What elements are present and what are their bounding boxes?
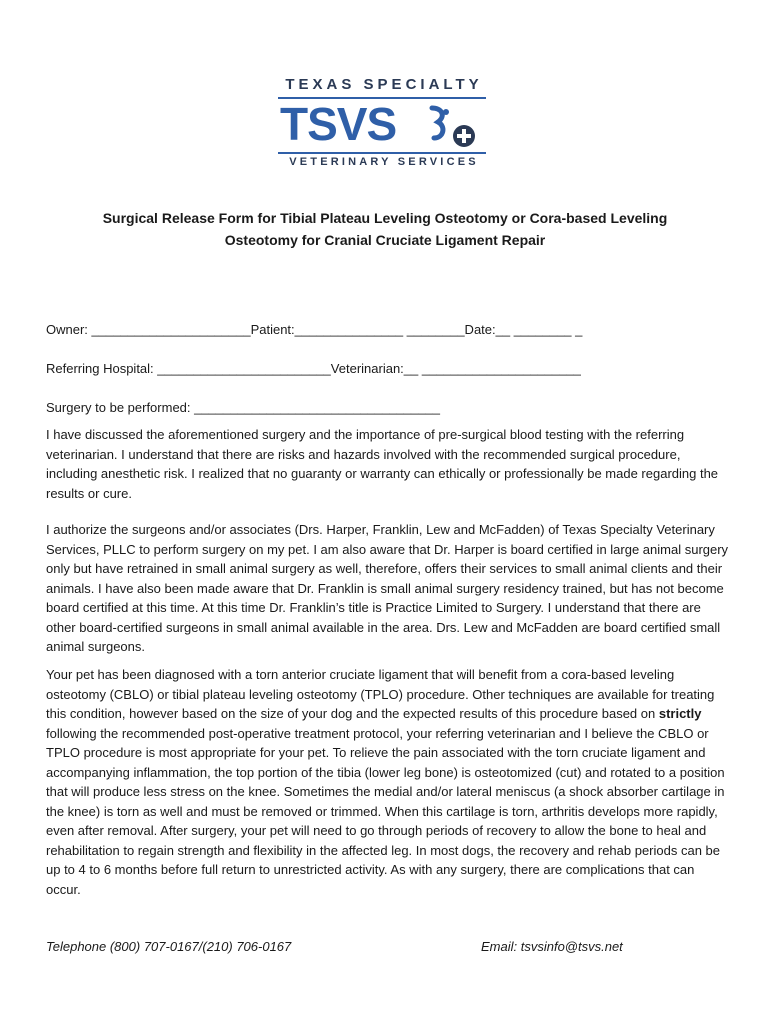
surgery-row[interactable]: Surgery to be performed: __________________________________	[46, 400, 440, 415]
logo-top-text: TEXAS SPECIALTY	[285, 76, 483, 93]
form-title-line-2: Osteotomy for Cranial Cruciate Ligament Repair	[224, 232, 546, 248]
hospital-veterinarian-row[interactable]: Referring Hospital: ________________________Veterinarian:__ ______________________	[46, 361, 581, 376]
logo-bottom-rule	[278, 152, 486, 154]
diagnosis-text-end: following the recommended post-operative treatment protocol, your referring veterinarian and I believe the CBLO or TPLO procedure is most appropriate for your pet. To relieve the pain associated with the torn cruciate ligament and accompanying inflammation, the top portion of the tibia (lower leg bone) is osteotomized (cut) and rotated to a position that will produce less stress on the knee. Sometimes the medial and/or lateral meniscus (a shock absorber cartilage in the knee) is torn as well and must be removed or trimmed. When this cartilage is torn, arthritis develops more rapidly, even after removal. After surgery, your pet will need to go through periods of recovery to allow the bone to heal and rehabilitation to regain strength and flexibility in the affected leg. In most dogs, the recovery and rehab periods can be up to 4 to 6 months before full return to unrestricted activity. As with any surgery, there are complications that can occur.	[46, 725, 725, 897]
paragraph-authorization: I authorize the surgeons and/or associates (Drs. Harper, Franklin, Lew and McFadden) of Texas Specialty Veterinary Services, PLLC to perform surgery on my pet. I am also aware that Dr. Harper is board certified in large animal surgery only but have retrained in small animal surgery as well, therefore, offers their services to small animal clients and their animals. I have also been made aware that Dr. Franklin is small animal surgery residency trained, but has not become board certified at this time. At this time Dr. Franklin’s title is Practice Limited to Surgery. I understand that there are other board-certified surgeons in small animal available in the area. Drs. Lew and McFadden are board certified small animal surgeons.	[46, 522, 729, 654]
logo-bottom-text: VETERINARY SERVICES	[289, 156, 479, 168]
footer-telephone: Telephone (800) 707-0167/(210) 706-0167	[46, 939, 292, 954]
footer-email: Email: tsvsinfo@tsvs.net	[481, 939, 623, 954]
form-title-line-1: Surgical Release Form for Tibial Plateau Leveling Osteotomy or Cora-based Leveling	[102, 210, 668, 226]
owner-patient-date-row[interactable]: Owner: ______________________Patient:_______________ ________Date:__ ________ _	[46, 322, 583, 337]
diagnosis-emphasis: strictly	[658, 706, 702, 721]
paragraph-diagnosis	[46, 665, 731, 899]
paragraph-risks: I have discussed the aforementioned surgery and the importance of pre-surgical blood testing with the referring veterinarian. I understand that there are risks and hazards involved with the recommended surgical procedure, including anesthetic risk. I realized that no guaranty or warranty can ethically or professionally be made regarding the results or cure.	[46, 427, 719, 501]
logo-main-text: TSVS	[280, 98, 397, 150]
logo-paw-cross-icon	[424, 104, 480, 150]
tsvs-logo	[270, 76, 495, 176]
diagnosis-text-start: Your pet has been diagnosed with a torn anterior cruciate ligament that will benefit from a cora-based leveling osteotomy (CBLO) or tibial plateau leveling osteotomy (TPLO) procedure. Other techniques are available for treating this condition, however based on the size of your dog and the expected results of this procedure based on	[46, 667, 715, 721]
form-title	[40, 207, 730, 251]
